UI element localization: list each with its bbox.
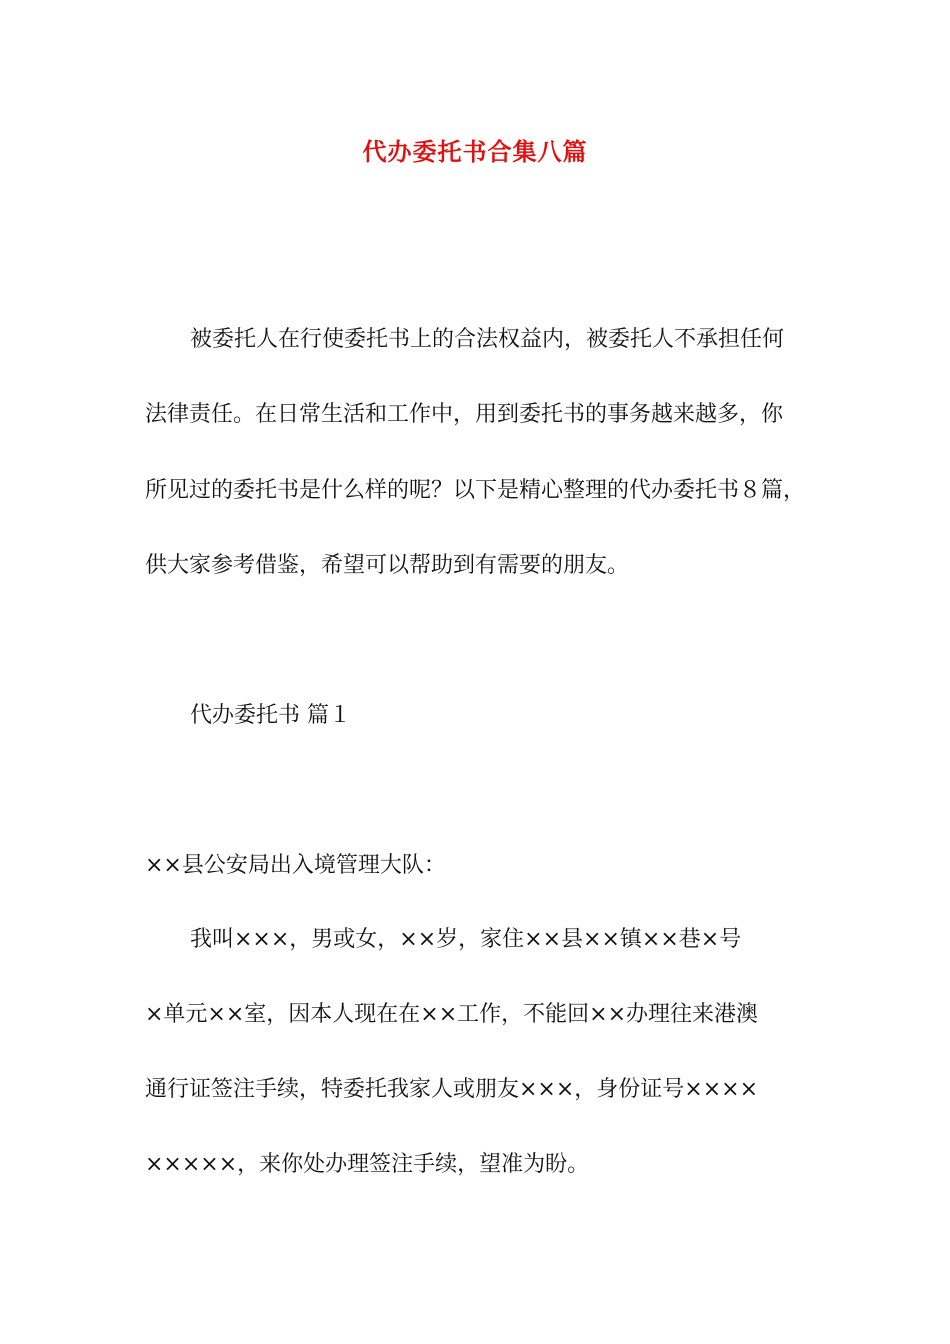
addressee: ××县公安局出入境管理大队： bbox=[145, 853, 446, 878]
intro-line-2: 法律责任。在日常生活和工作中，用到委托书的事务越来越多，你 bbox=[145, 402, 784, 427]
document-title: 代办委托书合集八篇 bbox=[362, 137, 588, 166]
body-line-4: ×××××，来你处办理签注手续，望准为盼。 bbox=[145, 1152, 590, 1177]
section-heading: 代办委托书 篇１ bbox=[190, 703, 351, 728]
body-line-1: 我叫×××，男或女，××岁，家住××县××镇××巷×号 bbox=[190, 927, 742, 952]
body-line-3: 通行证签注手续，特委托我家人或朋友×××，身份证号×××× bbox=[145, 1077, 759, 1102]
body-line-2: ×单元××室，因本人现在在××工作，不能回××办理往来港澳 bbox=[145, 1002, 759, 1027]
intro-line-3: 所见过的委托书是什么样的呢？以下是精心整理的代办委托书８篇， bbox=[145, 478, 806, 503]
intro-line-4: 供大家参考借鉴，希望可以帮助到有需要的朋友。 bbox=[145, 553, 630, 578]
intro-line-1: 被委托人在行使委托书上的合法权益内，被委托人不承担任何 bbox=[190, 327, 785, 352]
